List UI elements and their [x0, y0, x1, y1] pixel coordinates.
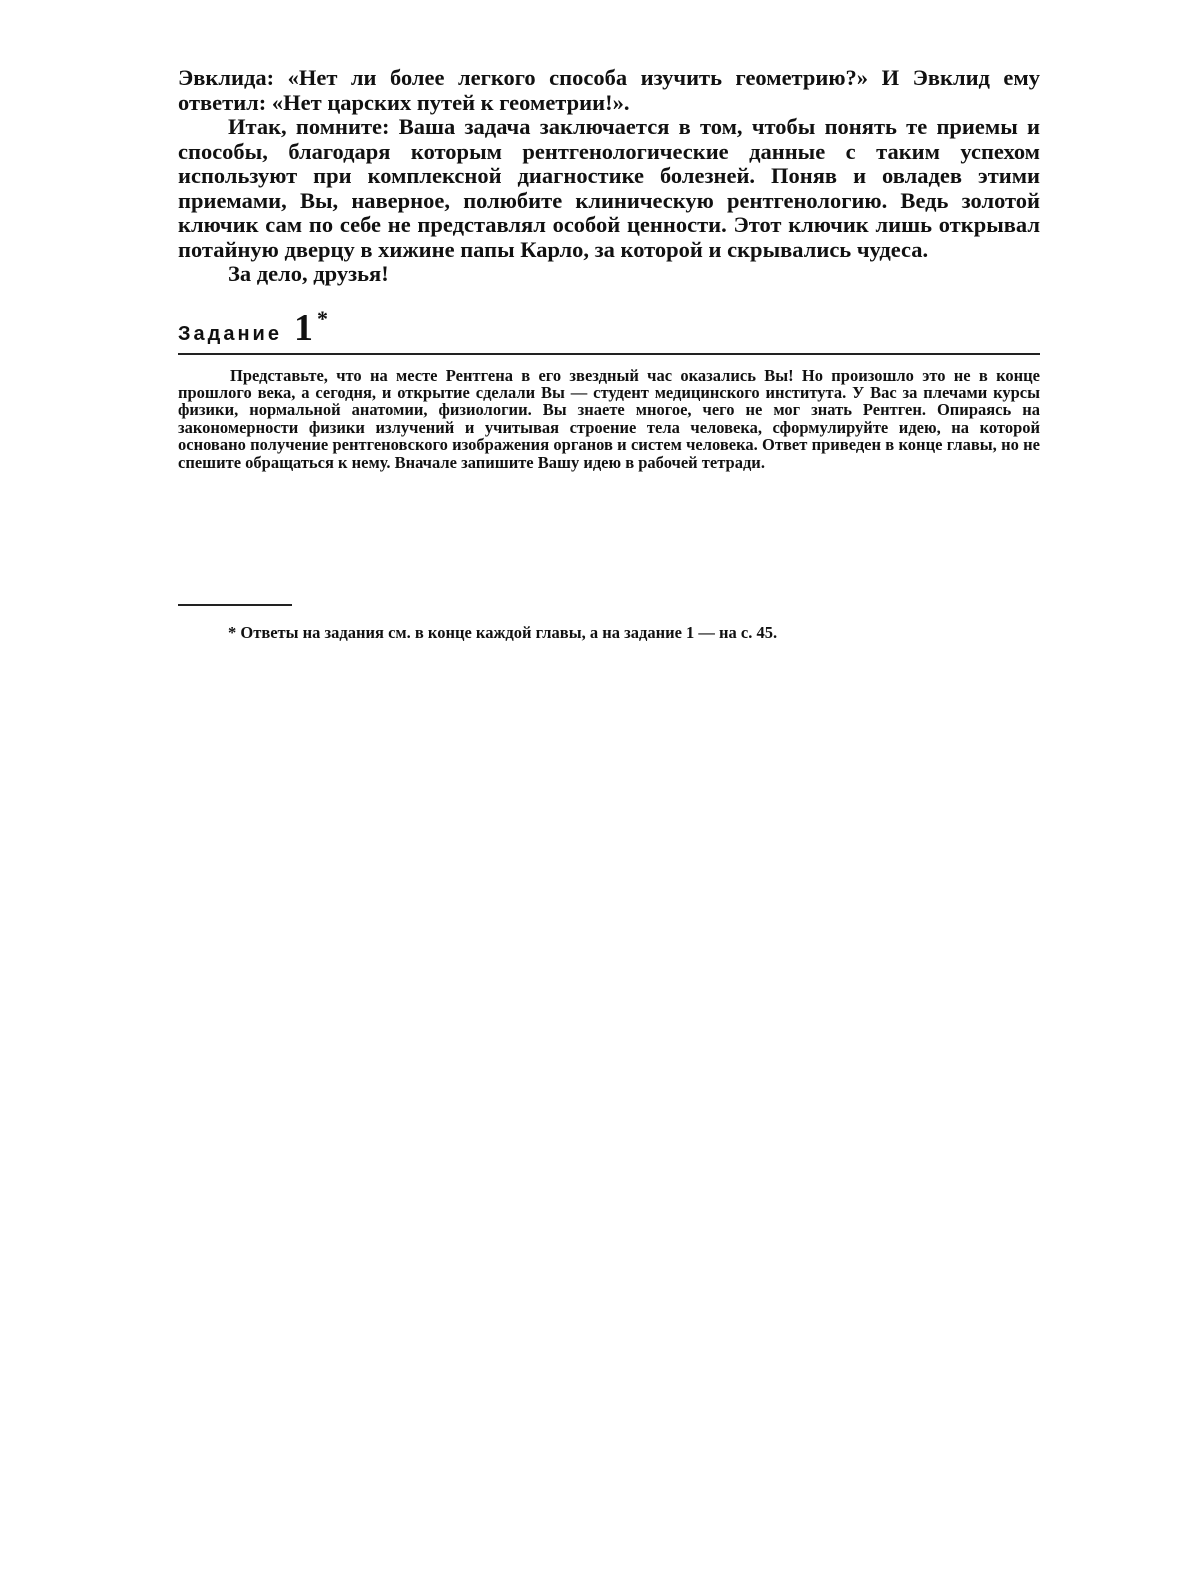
task-divider [178, 353, 1040, 355]
task-heading [178, 305, 1040, 349]
paragraph-main-task: Итак, помните: Ваша задача заключается в том, чтобы понять те приемы и способы, благодаря которым рентгенологические данные с таким успехом используют при комплексной диагностике болезней. Поняв и овладев этими приемами, Вы, наверное, полюбите клиническую рентгенологию. Ведь золотой ключик сам по себе не представлял особой ценности. Этот ключик лишь открывал потайную дверцу в хижине папы Карло, за которой и скрывались чудеса. [178, 114, 1040, 262]
page-content [178, 66, 1040, 471]
paragraph-call-to-action: За дело, друзья! [228, 261, 389, 286]
footnote-divider [178, 604, 292, 606]
footnote-marker: * [316, 305, 328, 331]
task-text: Представьте, что на месте Рентгена в его звездный час оказались Вы! Но произошло это не в конце прошлого века, а сегодня, и открытие сделали Вы — студент медицинского института. У Вас за плечами курсы физики, нормальной анатомии, физиологии. Вы знаете многое, чего не мог знать Рентген. Опираясь на закономерности физики излучений и учитывая строение тела человека, сформулируйте идею, на которой основано получение рентгеновского изображения органов и систем человека. Ответ приведен в конце главы, но не спешите обращаться к нему. Вначале запишите Вашу идею в рабочей тетради. [178, 365, 1040, 472]
paragraph-euclid-quote: Эвклида: «Нет ли более легкого способа изучить геометрию?» И Эвклид ему ответил: «Нет царских путей к геометрии!». [178, 65, 1040, 115]
task-number: 1 [293, 306, 313, 349]
task-heading-word: Задание [178, 322, 282, 345]
footnote: * Ответы на задания см. в конце каждой главы, а на задание 1 — на с. 45. [228, 623, 778, 642]
